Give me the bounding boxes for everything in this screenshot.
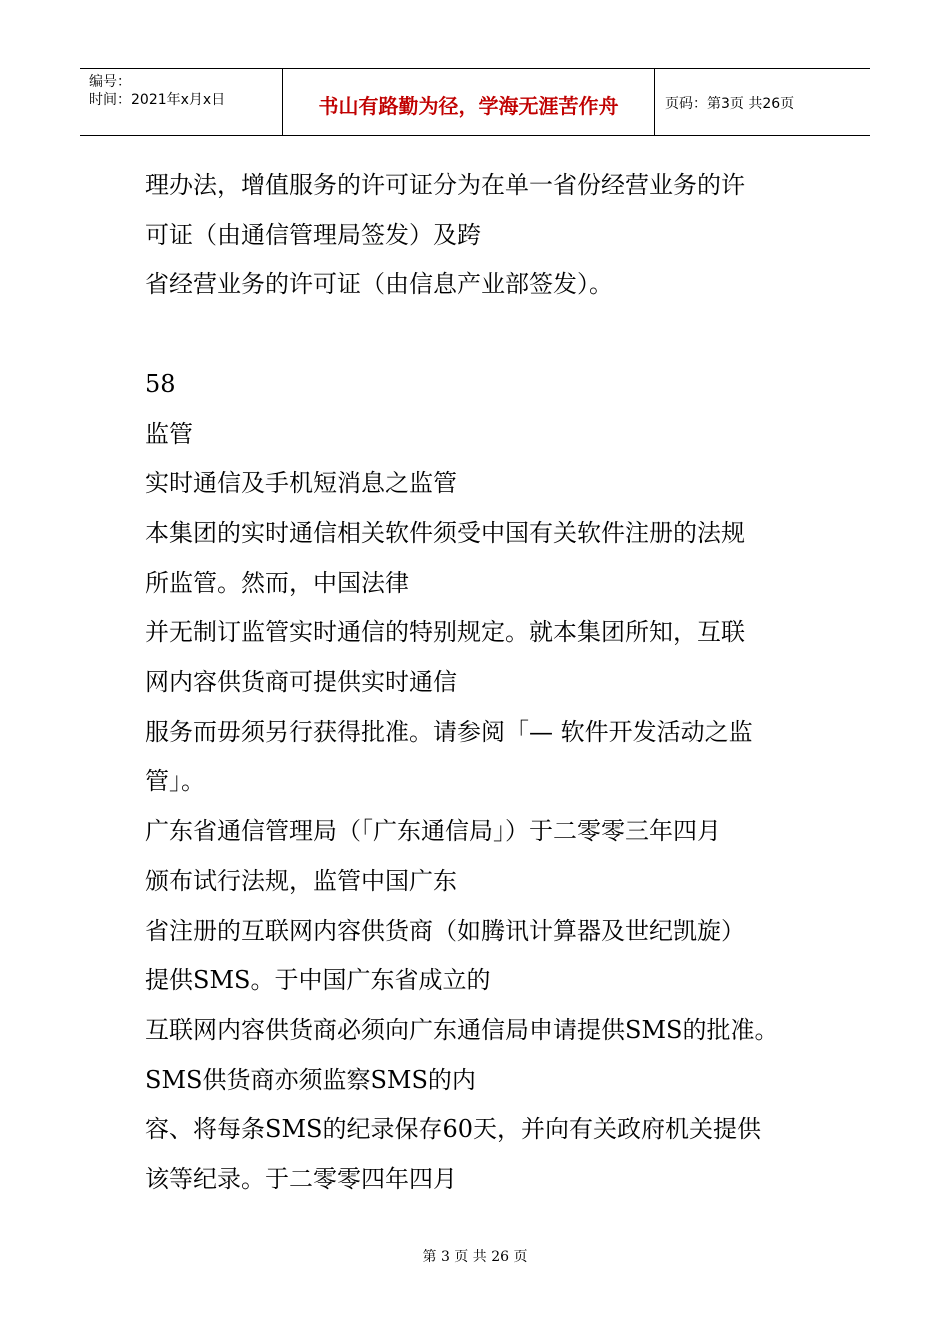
blank-line: [145, 310, 845, 360]
body-line: 所监管。然而，中国法律: [145, 568, 409, 597]
body-line: 颁布试行法规，监管中国广东: [145, 866, 457, 895]
header-motto: 书山有路勤为径，学海无涯苦作舟: [318, 93, 619, 118]
body-line: 广东省通信管理局（「广东通信局」）于二零零三年四月: [145, 817, 721, 846]
header-page-cell: [655, 69, 870, 135]
body-line: 提供SMS。于中国广东省成立的: [145, 966, 491, 995]
header-meta-cell: [80, 69, 283, 135]
document-date-label: 时间：2021年x月x日: [89, 92, 226, 108]
body-line: 管」。: [145, 767, 205, 796]
body-line: 容、将每条SMS的纪录保存60天，并向有关政府机关提供: [145, 1115, 761, 1144]
header-motto-cell: [283, 69, 655, 135]
footer-page-number: 第 3 页 共 26 页: [422, 1249, 528, 1265]
page-header: [80, 68, 870, 136]
page-footer: [0, 1246, 950, 1266]
body-line: SMS供货商亦须监察SMS的内: [145, 1065, 476, 1094]
section-number: 58: [145, 369, 176, 398]
header-page-info: 页码：第3页 共26页: [665, 96, 795, 112]
document-body: [145, 161, 845, 1205]
body-line: 理办法，增值服务的许可证分为在单一省份经营业务的许: [145, 171, 745, 199]
body-line: 省经营业务的许可证（由信息产业部签发）。: [145, 270, 613, 299]
body-line: 并无制订监管实时通信的特别规定。就本集团所知，互联: [145, 618, 745, 647]
body-line: 省注册的互联网内容供货商（如腾讯计算器及世纪凯旋）: [145, 916, 745, 945]
subsection-heading: 实时通信及手机短消息之监管: [145, 469, 457, 498]
body-line: 可证（由通信管理局签发）及跨: [145, 220, 481, 249]
document-number-label: 编号：: [89, 74, 131, 90]
body-line: 该等纪录。于二零零四年四月: [145, 1165, 457, 1194]
body-line: 互联网内容供货商必须向广东通信局申请提供SMS的批准。: [145, 1015, 779, 1044]
body-line: 网内容供货商可提供实时通信: [145, 668, 457, 697]
section-heading: 监管: [145, 419, 193, 448]
body-line: 本集团的实时通信相关软件须受中国有关软件注册的法规: [145, 518, 745, 547]
body-line: 服务而毋须另行获得批准。请参阅「— 软件开发活动之监: [145, 717, 753, 746]
